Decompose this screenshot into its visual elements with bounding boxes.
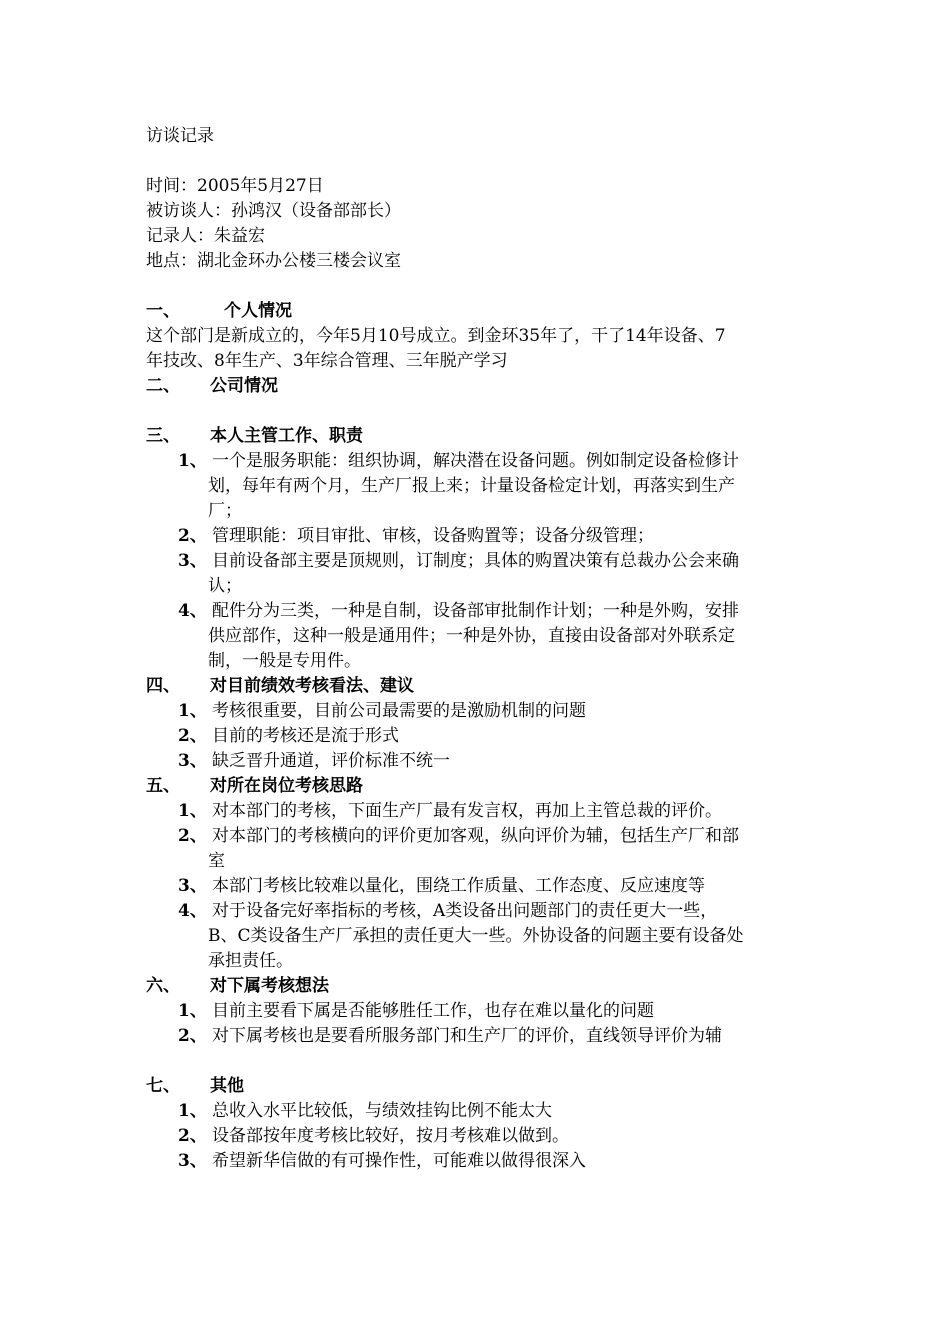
document-title: 访谈记录 [146,126,214,146]
list-number: 1、 [178,801,207,821]
section-title: 对目前绩效考核看法、建议 [210,676,414,696]
list-item [146,824,826,848]
list-text: 配件分为三类，一种是自制，设备部审批制作计划；一种是外购，安排 [212,601,739,621]
list-number: 1、 [178,1001,207,1021]
list-number: 4、 [178,901,207,921]
list-item [146,1149,826,1173]
list-number: 3、 [178,1151,207,1171]
list-text: 设备部按年度考核比较好，按月考核难以做到。 [212,1126,569,1146]
section-heading [146,299,292,323]
list-text: 划，每年有两个月，生产厂报上来；计量设备检定计划，再落实到生产 [208,476,735,496]
section-number: 二、 [146,376,180,396]
meta-interviewee: 被访谈人：孙鸿汉（设备部部长） [146,201,401,221]
list-text: 目前的考核还是流于形式 [212,726,399,746]
list-text: 对本部门的考核横向的评价更加客观，纵向评价为辅，包括生产厂和部 [212,826,739,846]
list-number: 1、 [178,701,207,721]
list-item [146,749,826,773]
section-heading [146,374,278,398]
section-number: 三、 [146,426,180,446]
meta-location: 地点：湖北金环办公楼三楼会议室 [146,251,401,271]
section-number: 五、 [146,776,180,796]
section-heading [146,774,363,798]
list-text: B、C类设备生产厂承担的责任更大一些。外协设备的问题主要有设备处 [208,926,744,946]
section-heading [146,424,363,448]
list-text: 目前设备部主要是顶规则，订制度；具体的购置决策有总裁办公会来确 [212,551,739,571]
list-item [146,599,826,623]
meta-recorder: 记录人：朱益宏 [146,226,265,246]
list-number: 4、 [178,601,207,621]
section-title: 其他 [210,1076,244,1096]
meta-time: 时间：2005年5月27日 [146,176,324,196]
section-title: 个人情况 [224,301,292,321]
list-number: 2、 [178,826,207,846]
list-text: 认； [208,576,242,596]
section-title: 本人主管工作、职责 [210,426,363,446]
list-item [146,549,826,573]
list-text: 厂； [208,501,242,521]
list-item [146,999,826,1023]
section-title: 对下属考核想法 [210,976,329,996]
list-text: 总收入水平比较低，与绩效挂钩比例不能太大 [212,1101,552,1121]
list-text: 对于设备完好率指标的考核，A类设备出问题部门的责任更大一些， [212,901,718,921]
list-text: 对下属考核也是要看所服务部门和生产厂的评价，直线领导评价为辅 [212,1026,722,1046]
list-item [146,699,826,723]
list-item [146,1024,826,1048]
list-number: 1、 [178,451,207,471]
section-heading [146,974,329,998]
list-item [146,1099,826,1123]
paragraph-line: 这个部门是新成立的，今年5月10号成立。到金环35年了，干了14年设备、7 [146,326,726,346]
list-item [146,524,826,548]
list-number: 3、 [178,551,207,571]
list-number: 2、 [178,1126,207,1146]
list-number: 3、 [178,876,207,896]
list-item [146,874,826,898]
list-text: 考核很重要，目前公司最需要的是激励机制的问题 [212,701,586,721]
section-heading [146,1074,244,1098]
section-title: 对所在岗位考核思路 [210,776,363,796]
section-number: 四、 [146,676,180,696]
section-title: 公司情况 [210,376,278,396]
list-item [146,724,826,748]
list-item [146,799,826,823]
list-number: 2、 [178,526,207,546]
list-text: 本部门考核比较难以量化，围绕工作质量、工作态度、反应速度等 [212,876,705,896]
list-text: 供应部作，这种一般是通用件；一种是外协，直接由设备部对外联系定 [208,626,735,646]
list-text: 制，一般是专用件。 [208,651,361,671]
list-text: 希望新华信做的有可操作性，可能难以做得很深入 [212,1151,586,1171]
list-text: 对本部门的考核，下面生产厂最有发言权，再加上主管总裁的评价。 [212,801,722,821]
list-text: 一个是服务职能：组织协调，解决潜在设备问题。例如制定设备检修计 [212,451,739,471]
list-number: 1、 [178,1101,207,1121]
paragraph-line: 年技改、8年生产、3年综合管理、三年脱产学习 [146,351,508,371]
section-number: 一、 [146,301,180,321]
list-item [146,1124,826,1148]
list-text: 室 [208,851,225,871]
list-item [146,449,826,473]
section-number: 六、 [146,976,180,996]
list-number: 3、 [178,751,207,771]
list-number: 2、 [178,1026,207,1046]
section-heading [146,674,414,698]
list-text: 缺乏晋升通道，评价标准不统一 [212,751,450,771]
list-number: 2、 [178,726,207,746]
list-text: 管理职能：项目审批、审核，设备购置等；设备分级管理； [212,526,654,546]
section-number: 七、 [146,1076,180,1096]
list-item [146,899,826,923]
list-text: 目前主要看下属是否能够胜任工作，也存在难以量化的问题 [212,1001,654,1021]
list-text: 承担责任。 [208,951,293,971]
